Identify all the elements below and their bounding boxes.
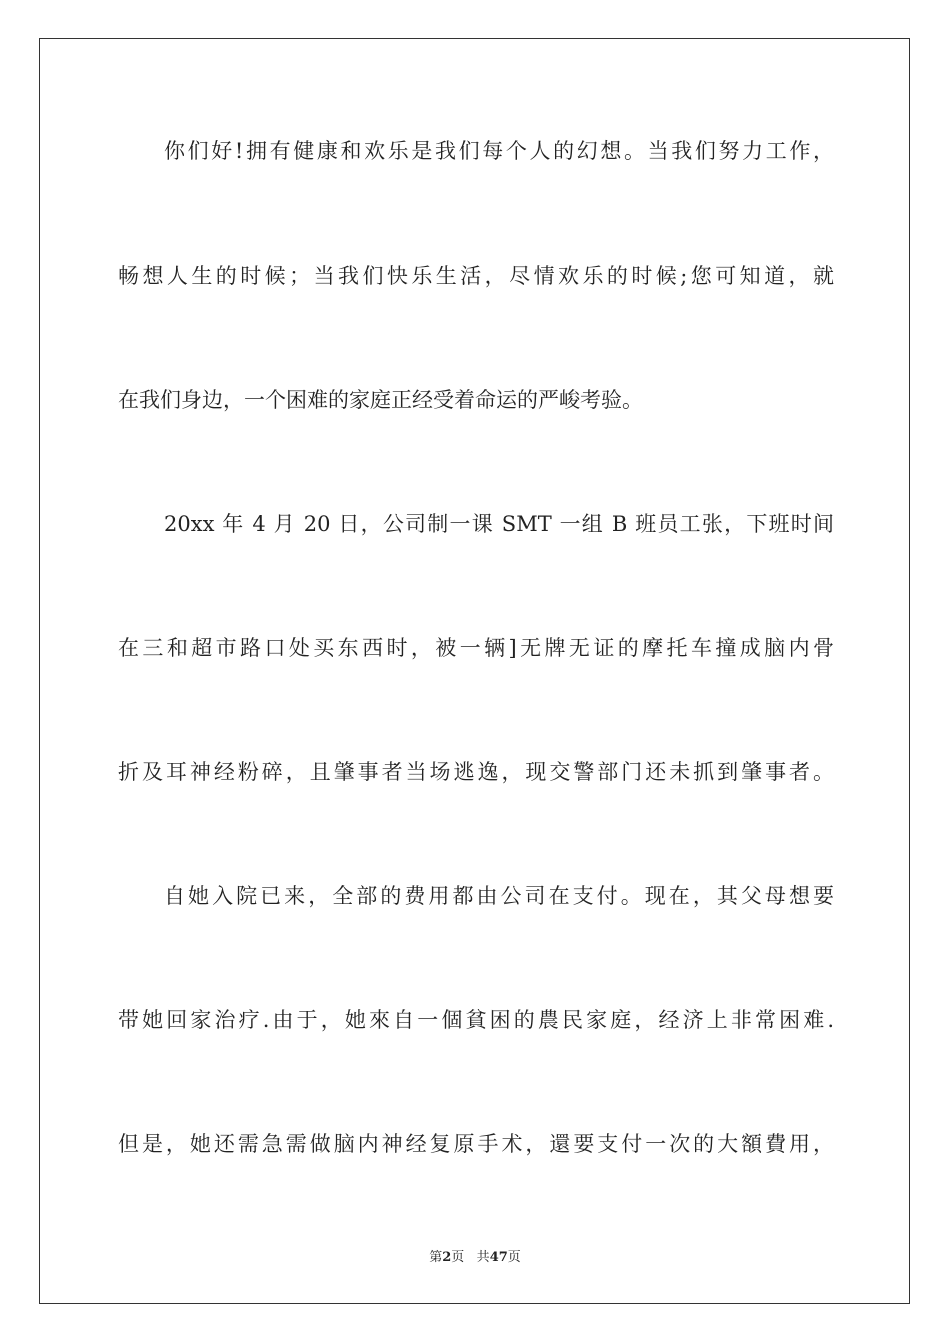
page-border (39, 38, 910, 1304)
page-footer (0, 1246, 950, 1265)
total-suffix: 页 (507, 1250, 521, 1265)
page-number: 2 (442, 1250, 452, 1265)
total-pages: 47 (489, 1250, 508, 1265)
text-line-6: 折及耳神经粉碎，且肇事者当场逃逸，现交警部门还未抓到肇事者。 (118, 760, 834, 784)
page-suffix: 页 (451, 1250, 465, 1265)
text-line-4: 20xx 年 4 月 20 日，公司制一课 SMT 一组 B 班员工张，下班时间 (164, 512, 834, 536)
text-line-5: 在三和超市路口处买东西时，被一辆]无牌无证的摩托车撞成脑内骨 (118, 636, 834, 660)
page-prefix: 第 (429, 1250, 443, 1265)
total-prefix: 共 (476, 1250, 490, 1265)
text-line-8: 带她回家治疗.由于，她來自一個貧困的農民家庭，经济上非常困难. (118, 1008, 834, 1032)
text-line-1: 你们好!拥有健康和欢乐是我们每个人的幻想。当我们努力工作， (164, 139, 834, 163)
text-line-9: 但是，她还需急需做脑内神经复原手术，還要支付一次的大額費用， (118, 1132, 834, 1156)
text-line-3: 在我们身边，一个困难的家庭正经受着命运的严峻考验。 (118, 388, 643, 412)
text-line-7: 自她入院已来，全部的费用都由公司在支付。现在，其父母想要 (164, 884, 834, 908)
text-line-2: 畅想人生的时候；当我们快乐生活，尽情欢乐的时候;您可知道，就 (118, 264, 834, 288)
